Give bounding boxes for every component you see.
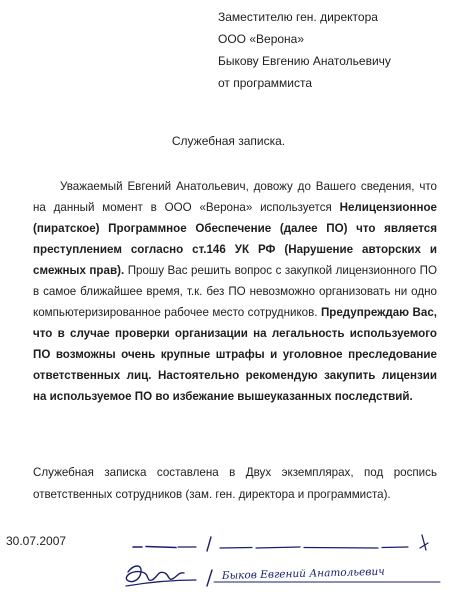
body-warning-text: Предупреждаю Вас, что в случае проверки организации на легальность используемого ПО возможны очень крупные штрафы и уголовное преследование ответственных лиц. Настоятельно рекомендую закупить лицензии на используемое ПО во избежание вышеуказанных последствий. [33,306,437,403]
memo-body [33,176,437,407]
document-title: Служебная записка. [171,134,286,148]
body-bold-statement: Нелицензионное (пиратское) Программное Обеспечение (далее ПО) что является преступлением согласно ст.146 УК РФ (Нарушение авторских и смежных прав). [33,201,437,277]
signature-area [0,520,457,600]
handwritten-name: Быков Евгений Анатольевич [221,565,385,582]
addressee-position: Заместителю ген. директора [218,10,378,24]
body-request-text: Прошу Вас решить вопрос с закупкой лицензионного ПО в самое ближайшее время, т.к. без ПО невозможно организовать ни одно компьютеризированное рабочее место сотрудников. [33,264,437,319]
signature-line-1 [133,535,428,551]
body-intro-text: Уважаемый Евгений Анатольевич, довожу до Вашего сведения, что на данный момент в ООО «Верона» используется [33,180,437,214]
sender-line: от программиста [218,76,313,90]
addressee-name: Быкову Евгению Анатольевичу [218,54,391,68]
closing-paragraph: Служебная записка составлена в Двух экземплярах, под роспись ответственных сотрудников (зам. ген. директора и программиста). [33,466,437,501]
addressee-block [218,6,391,94]
addressee-company: ООО «Верона» [218,32,305,46]
document-date: 30.07.2007 [6,534,67,548]
